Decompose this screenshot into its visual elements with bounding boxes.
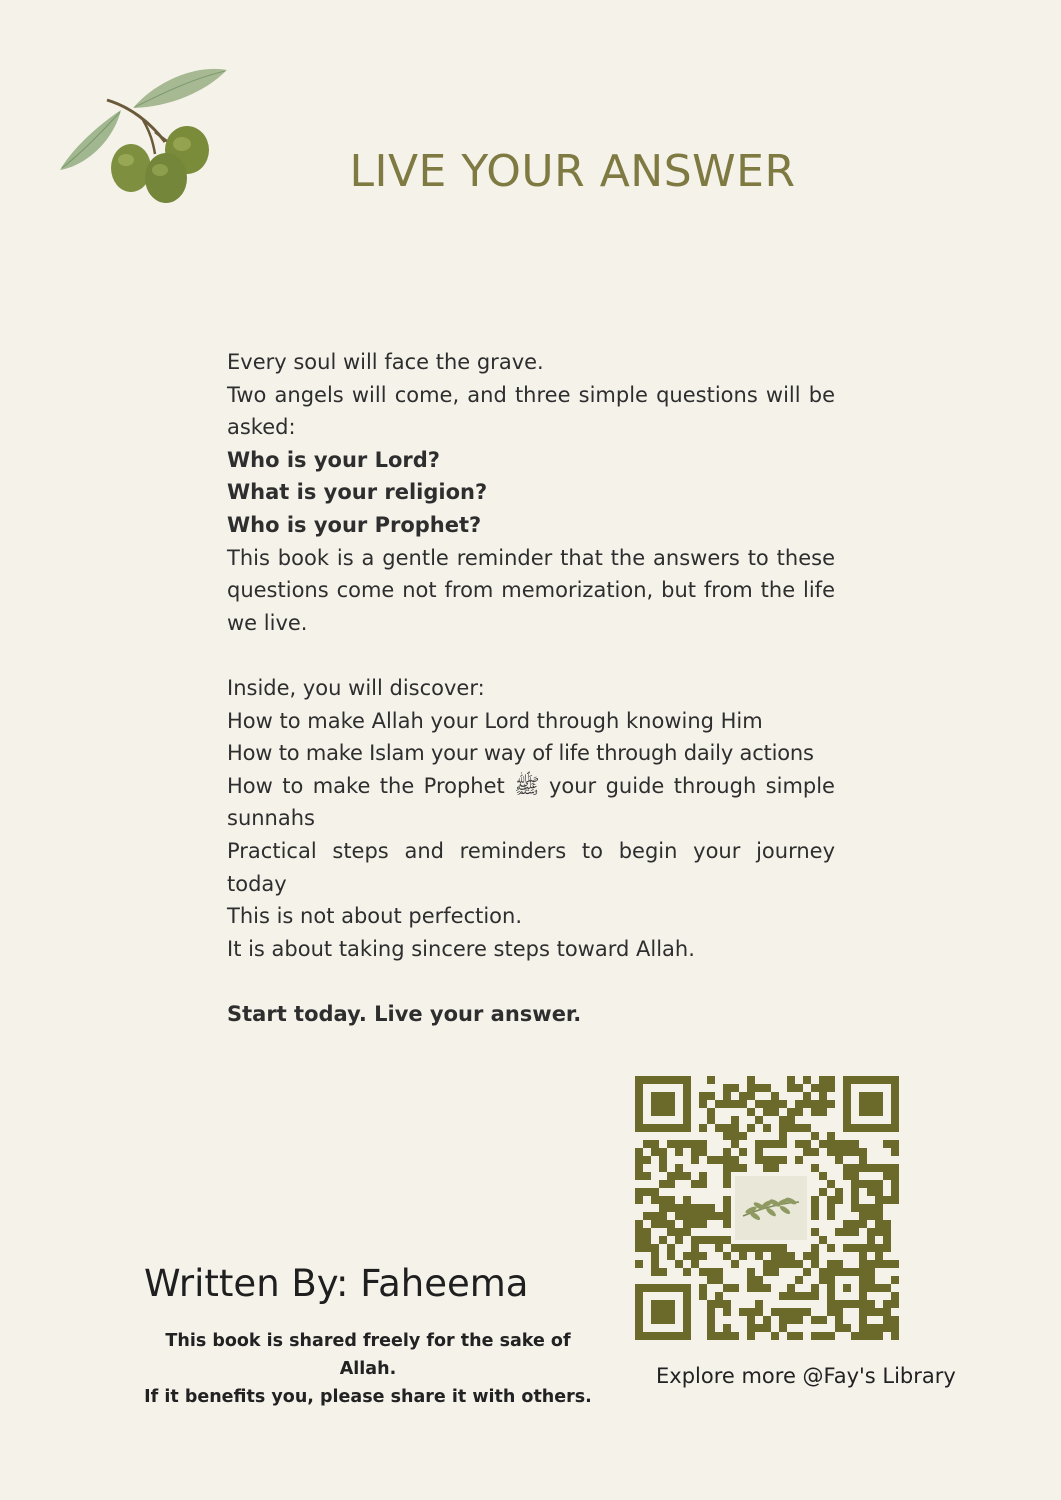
- inside-item: Practical steps and reminders to begin your journey today: [227, 838, 835, 896]
- page-title: LIVE YOUR ANSWER: [349, 146, 796, 197]
- description-body: [227, 346, 835, 1030]
- closing-line: This is not about perfection.: [227, 904, 523, 929]
- inside-item: How to make Allah your Lord through knowing Him: [227, 708, 763, 733]
- intro-line: Every soul will face the grave.: [227, 350, 544, 374]
- call-to-action: Start today. Live your answer.: [227, 1001, 582, 1026]
- inside-item: How to make the Prophet ﷺ your guide through simple sunnahs: [227, 773, 835, 831]
- share-note-line: This book is shared freely for the sake of Allah.: [165, 1331, 571, 1379]
- intro-line: Two angels will come, and three simple questions will be asked:: [227, 382, 835, 440]
- question-line: What is your religion?: [227, 480, 488, 505]
- explore-link[interactable]: Explore more @Fay's Library: [656, 1364, 956, 1388]
- share-note-line: If it benefits you, please share it with others.: [144, 1387, 592, 1407]
- question-line: Who is your Prophet?: [227, 512, 482, 537]
- inside-item: How to make Islam your way of life through daily actions: [227, 741, 814, 766]
- share-note: [136, 1327, 600, 1411]
- inside-heading: Inside, you will discover:: [227, 675, 485, 700]
- closing-line: It is about taking sincere steps toward Allah.: [227, 936, 695, 961]
- author-line: Written By: Faheema: [144, 1262, 529, 1305]
- qr-center-logo: [735, 1176, 807, 1240]
- qr-code[interactable]: [635, 1076, 899, 1340]
- intro-line: This book is a gentle reminder that the answers to these questions come not from memorization, but from the life we live.: [227, 545, 835, 635]
- question-line: Who is your Lord?: [227, 447, 440, 472]
